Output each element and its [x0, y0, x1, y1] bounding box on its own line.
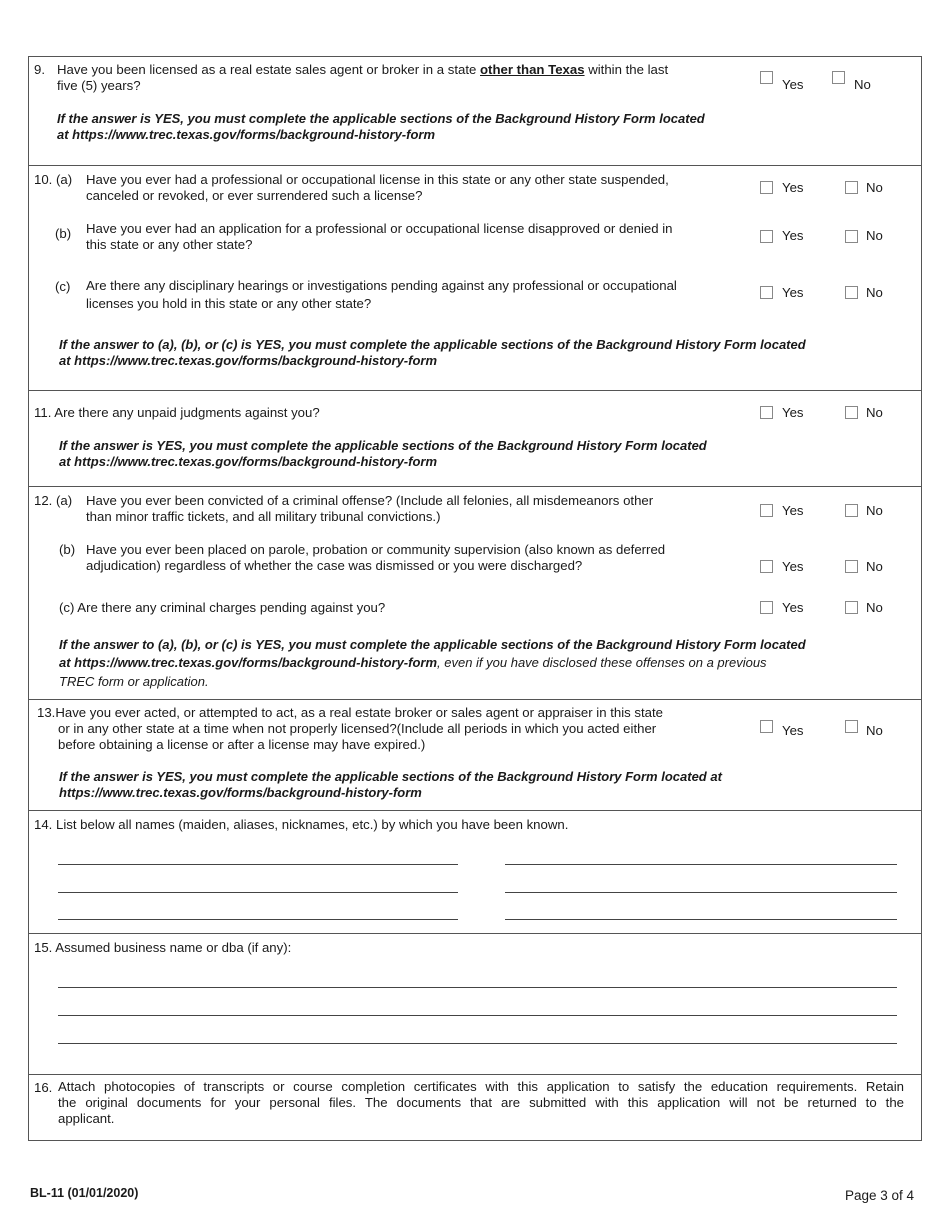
q13-note: If the answer is YES, you must complete the applicable sections of the Background History Form located at	[59, 769, 722, 784]
q12a-yes-checkbox[interactable]	[760, 504, 773, 517]
q10c-yes-checkbox[interactable]	[760, 286, 773, 299]
q12c-no-checkbox[interactable]	[845, 601, 858, 614]
q13-yes-checkbox[interactable]	[760, 720, 773, 733]
q12b-yes-checkbox[interactable]	[760, 560, 773, 573]
q13-question-line2: or in any other state at a time when not properly licensed?(Include all periods in which you acted either	[58, 721, 657, 736]
q12b-no-checkbox[interactable]	[845, 560, 858, 573]
q10-number: 10. (a)	[34, 172, 73, 187]
q11-yes-checkbox[interactable]	[760, 406, 773, 419]
q15-question: 15. Assumed business name or dba (if any):	[34, 940, 292, 955]
q14-name-line[interactable]	[58, 919, 458, 920]
q10a-no-checkbox[interactable]	[845, 181, 858, 194]
q12b-no-label: No	[866, 559, 883, 574]
q13-no-checkbox[interactable]	[845, 720, 858, 733]
q15-dba-line[interactable]	[58, 1043, 897, 1044]
q16-number: 16.	[34, 1080, 53, 1095]
q10b-question: Have you ever had an application for a professional or occupational license disapproved or denied in	[86, 221, 673, 236]
q11-no-checkbox[interactable]	[845, 406, 858, 419]
q12a-no-label: No	[866, 503, 883, 518]
q16-text-line3: applicant.	[58, 1111, 115, 1126]
q14-name-line[interactable]	[505, 892, 897, 893]
q9-no-checkbox[interactable]	[832, 71, 845, 84]
q13-question-line3: before obtaining a license or after a license may have expired.)	[58, 737, 426, 752]
q10b-label: (b)	[55, 226, 72, 241]
q10c-no-label: No	[866, 285, 883, 300]
q10c-yes-label: Yes	[782, 285, 804, 300]
q10a-question-line2: canceled or revoked, or ever surrendered such a license?	[86, 188, 423, 203]
q9-note-link: at https://www.trec.texas.gov/forms/background-history-form	[57, 127, 436, 142]
q12a-no-checkbox[interactable]	[845, 504, 858, 517]
q12b-question-line2: adjudication) regardless of whether the case was dismissed or you were discharged?	[86, 558, 583, 573]
q14-name-line[interactable]	[505, 919, 897, 920]
q12-number: 12. (a)	[34, 493, 73, 508]
q10-note-link: at https://www.trec.texas.gov/forms/background-history-form	[59, 353, 438, 368]
q10b-no-checkbox[interactable]	[845, 230, 858, 243]
q10c-label: (c)	[55, 279, 71, 294]
q10a-question: Have you ever had a professional or occupational license in this state or any other state suspended,	[86, 172, 669, 187]
q9-note: If the answer is YES, you must complete the applicable sections of the Background History Form located	[57, 111, 705, 126]
q9-question-line2: five (5) years?	[57, 78, 141, 93]
q14-name-line[interactable]	[505, 864, 897, 865]
q13-yes-label: Yes	[782, 723, 804, 738]
q13-no-label: No	[866, 723, 883, 738]
q9-yes-label: Yes	[782, 77, 804, 92]
q9-no-label: No	[854, 77, 871, 92]
q10c-question-line2: licenses you hold in this state or any other state?	[86, 296, 372, 311]
q10a-no-label: No	[866, 180, 883, 195]
q9-number: 9.	[34, 62, 45, 77]
q13-note-link: https://www.trec.texas.gov/forms/background-history-form	[59, 785, 422, 800]
q13-question: 13.Have you ever acted, or attempted to act, as a real estate broker or sales agent or appraiser in this state	[37, 705, 664, 720]
q10a-yes-checkbox[interactable]	[760, 181, 773, 194]
q12-note-line3: TREC form or application.	[59, 674, 209, 689]
q12-note: If the answer to (a), (b), or (c) is YES, you must complete the applicable sections of the Background History Form located	[59, 637, 806, 652]
q12a-yes-label: Yes	[782, 503, 804, 518]
q9-question: Have you been licensed as a real estate sales agent or broker in a state other than Texas within the last	[57, 62, 669, 77]
q15-dba-line[interactable]	[58, 987, 897, 988]
q11-note: If the answer is YES, you must complete the applicable sections of the Background History Form located	[59, 438, 707, 453]
q10b-question-line2: this state or any other state?	[86, 237, 253, 252]
q12a-question: Have you ever been convicted of a criminal offense? (Include all felonies, all misdemeanors other	[86, 493, 654, 508]
q14-name-line[interactable]	[58, 864, 458, 865]
q12b-label: (b)	[59, 542, 76, 557]
q11-note-link: at https://www.trec.texas.gov/forms/background-history-form	[59, 454, 438, 469]
q12b-question: Have you ever been placed on parole, probation or community supervision (also known as deferred	[86, 542, 666, 557]
q12a-question-line2: than minor traffic tickets, and all military tribunal convictions.)	[86, 509, 441, 524]
q10c-no-checkbox[interactable]	[845, 286, 858, 299]
q12c-yes-label: Yes	[782, 600, 804, 615]
q9-yes-checkbox[interactable]	[760, 71, 773, 84]
q10c-question: Are there any disciplinary hearings or investigations pending against any professional or occupational	[86, 278, 677, 293]
page-number: Page 3 of 4	[844, 1188, 914, 1203]
q12b-yes-label: Yes	[782, 559, 804, 574]
q11-question: 11. Are there any unpaid judgments against you?	[34, 405, 320, 420]
q16-text: Attach photocopies of transcripts or course completion certificates with this application to satisfy the education requirements. Retain	[58, 1079, 904, 1094]
q12c-no-label: No	[866, 600, 883, 615]
q14-question: 14. List below all names (maiden, aliases, nicknames, etc.) by which you have been known.	[34, 817, 569, 832]
form-id: BL-11 (01/01/2020)	[30, 1186, 139, 1200]
q10b-no-label: No	[866, 228, 883, 243]
q12-note-line2: at https://www.trec.texas.gov/forms/background-history-form, even if you have disclosed these offenses on a previous	[59, 655, 767, 670]
q10-note: If the answer to (a), (b), or (c) is YES, you must complete the applicable sections of the Background History Form located	[59, 337, 806, 352]
q10b-yes-checkbox[interactable]	[760, 230, 773, 243]
q10b-yes-label: Yes	[782, 228, 804, 243]
q14-name-line[interactable]	[58, 892, 458, 893]
q12c-yes-checkbox[interactable]	[760, 601, 773, 614]
q11-no-label: No	[866, 405, 883, 420]
q16-text-line2: the original documents for your personal files. The documents that are submitted with this application will not be returned to the	[58, 1095, 904, 1110]
q12c-question: (c) Are there any criminal charges pending against you?	[59, 600, 386, 615]
q15-dba-line[interactable]	[58, 1015, 897, 1016]
q10a-yes-label: Yes	[782, 180, 804, 195]
q11-yes-label: Yes	[782, 405, 804, 420]
